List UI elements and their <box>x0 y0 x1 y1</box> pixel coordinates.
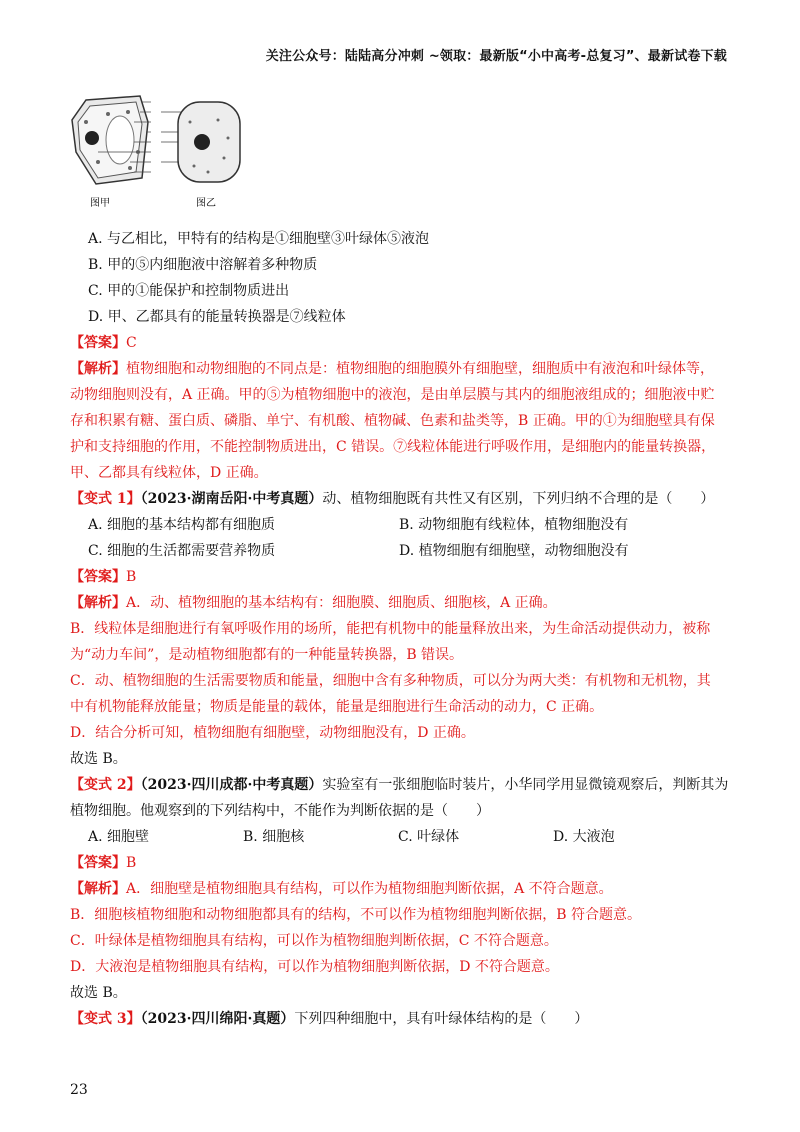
analysis-line: A．细胞壁是植物细胞具有结构，可以作为植物细胞判断依据，A 不符合题意。 <box>126 881 613 897</box>
answer-line <box>70 850 735 876</box>
option-row <box>70 538 735 564</box>
analysis-line: 存和积累有糖、蛋白质、磷脂、单宁、有机酸、植物碱、色素和盐类等，B 正确。甲的①为细胞壁具有保 <box>70 413 715 429</box>
analysis-line: 动物细胞则没有，A 正确。甲的⑤为植物细胞中的液泡，是由单层膜与其内的细胞液组成的；细胞液中贮 <box>70 387 715 403</box>
answer-line <box>70 564 735 590</box>
variant-tag: 【变式 2】 <box>70 777 141 793</box>
analysis-block <box>70 590 735 746</box>
option-a: A. 细胞的基本结构都有细胞质 <box>88 517 276 533</box>
cell-diagram <box>68 92 258 212</box>
option-b: B. 甲的⑤内细胞液中溶解着多种物质 <box>88 257 318 273</box>
question-stem: 下列四种细胞中，具有叶绿体结构的是（ ） <box>294 1011 589 1027</box>
answer-value: B <box>126 855 137 871</box>
analysis-tag: 【解析】 <box>70 881 126 897</box>
page-number: 23 <box>70 1082 88 1098</box>
question-variant-2 <box>70 772 735 798</box>
question-source: （2023·四川成都·中考真题） <box>140 777 323 793</box>
animal-cell <box>178 102 240 182</box>
question-source: （2023·四川绵阳·真题） <box>140 1011 295 1027</box>
question-stem: 实验室有一张细胞临时装片，小华同学用显微镜观察后，判断其为 <box>322 777 729 793</box>
analysis-tag: 【解析】 <box>70 595 126 611</box>
analysis-line: 护和支持细胞的作用，不能控制物质进出，C 错误。⑦线粒体能进行呼吸作用，是细胞内的能量转换器， <box>70 439 716 455</box>
page-header: 关注公众号：陆陆高分冲刺 ~领取：最新版“小中高考-总复习”、最新试卷下载 <box>265 49 727 64</box>
analysis-line: D．结合分析可知，植物细胞有细胞壁，动物细胞没有，D 正确。 <box>70 725 475 741</box>
analysis-line: 植物细胞和动物细胞的不同点是：植物细胞的细胞膜外有细胞壁，细胞质中有液泡和叶绿体等， <box>126 361 714 377</box>
option-d: D. 植物细胞有细胞壁，动物细胞没有 <box>399 543 629 559</box>
answer-tag: 【答案】 <box>70 569 126 585</box>
plant-cell <box>72 96 148 184</box>
figure-label-a: 图甲 <box>90 198 110 209</box>
analysis-block <box>70 356 735 486</box>
question-variant-3 <box>70 1006 735 1032</box>
option-row <box>70 512 735 538</box>
option-a: A. 细胞壁 <box>88 829 150 845</box>
figure-label-b: 图乙 <box>196 198 216 209</box>
analysis-line: C．动、植物细胞的生活需要物质和能量，细胞中含有多种物质，可以分为两大类：有机物和无机物，其 <box>70 673 711 689</box>
conclusion: 故选 B。 <box>70 985 127 1001</box>
conclusion: 故选 B。 <box>70 751 127 767</box>
analysis-line: C．叶绿体是植物细胞具有结构，可以作为植物细胞判断依据，C 不符合题意。 <box>70 933 558 949</box>
document-body <box>70 226 735 1032</box>
answer-value: C <box>126 335 137 351</box>
analysis-line: B．细胞核植物细胞和动物细胞都具有的结构，不可以作为植物细胞判断依据，B 符合题意。 <box>70 907 642 923</box>
analysis-line: D．大液泡是植物细胞具有结构，可以作为植物细胞判断依据，D 不符合题意。 <box>70 959 559 975</box>
answer-tag: 【答案】 <box>70 855 126 871</box>
option-c: C. 细胞的生活都需要营养物质 <box>88 543 276 559</box>
question-stem: 动、植物细胞既有共性又有区别，下列归纳不合理的是（ ） <box>322 491 715 507</box>
analysis-line: 甲、乙都具有线粒体，D 正确。 <box>70 465 268 481</box>
variant-tag: 【变式 3】 <box>70 1011 141 1027</box>
option-d: D. 甲、乙都具有的能量转换器是⑦线粒体 <box>88 309 346 325</box>
question-source: （2023·湖南岳阳·中考真题） <box>140 491 323 507</box>
answer-tag: 【答案】 <box>70 335 126 351</box>
analysis-tag: 【解析】 <box>70 361 126 377</box>
analysis-line: A．动、植物细胞的基本结构有：细胞膜、细胞质、细胞核，A 正确。 <box>126 595 557 611</box>
option-row <box>70 824 735 850</box>
question-stem-continued: 植物细胞。他观察到的下列结构中，不能作为判断依据的是（ ） <box>70 803 490 819</box>
option-b: B. 动物细胞有线粒体，植物细胞没有 <box>399 517 629 533</box>
analysis-line: 中有机物能释放能量；物质是能量的载体，能量是细胞进行生命活动的动力，C 正确。 <box>70 699 604 715</box>
option-c: C. 甲的①能保护和控制物质进出 <box>88 283 290 299</box>
option-b: B. 细胞核 <box>243 829 305 845</box>
option-c: C. 叶绿体 <box>398 829 460 845</box>
option-a: A. 与乙相比，甲特有的结构是①细胞壁③叶绿体⑤液泡 <box>88 231 430 247</box>
question-variant-1 <box>70 486 735 512</box>
answer-line <box>70 330 735 356</box>
analysis-block <box>70 876 735 980</box>
answer-value: B <box>126 569 137 585</box>
cell-diagram-figure <box>68 92 258 212</box>
variant-tag: 【变式 1】 <box>70 491 141 507</box>
analysis-line: B．线粒体是细胞进行有氧呼吸作用的场所，能把有机物中的能量释放出来，为生命活动提供动力，被称 <box>70 621 711 637</box>
option-d: D. 大液泡 <box>553 829 615 845</box>
analysis-line: 为“动力车间”，是动植物细胞都有的一种能量转换器，B 错误。 <box>70 647 464 663</box>
